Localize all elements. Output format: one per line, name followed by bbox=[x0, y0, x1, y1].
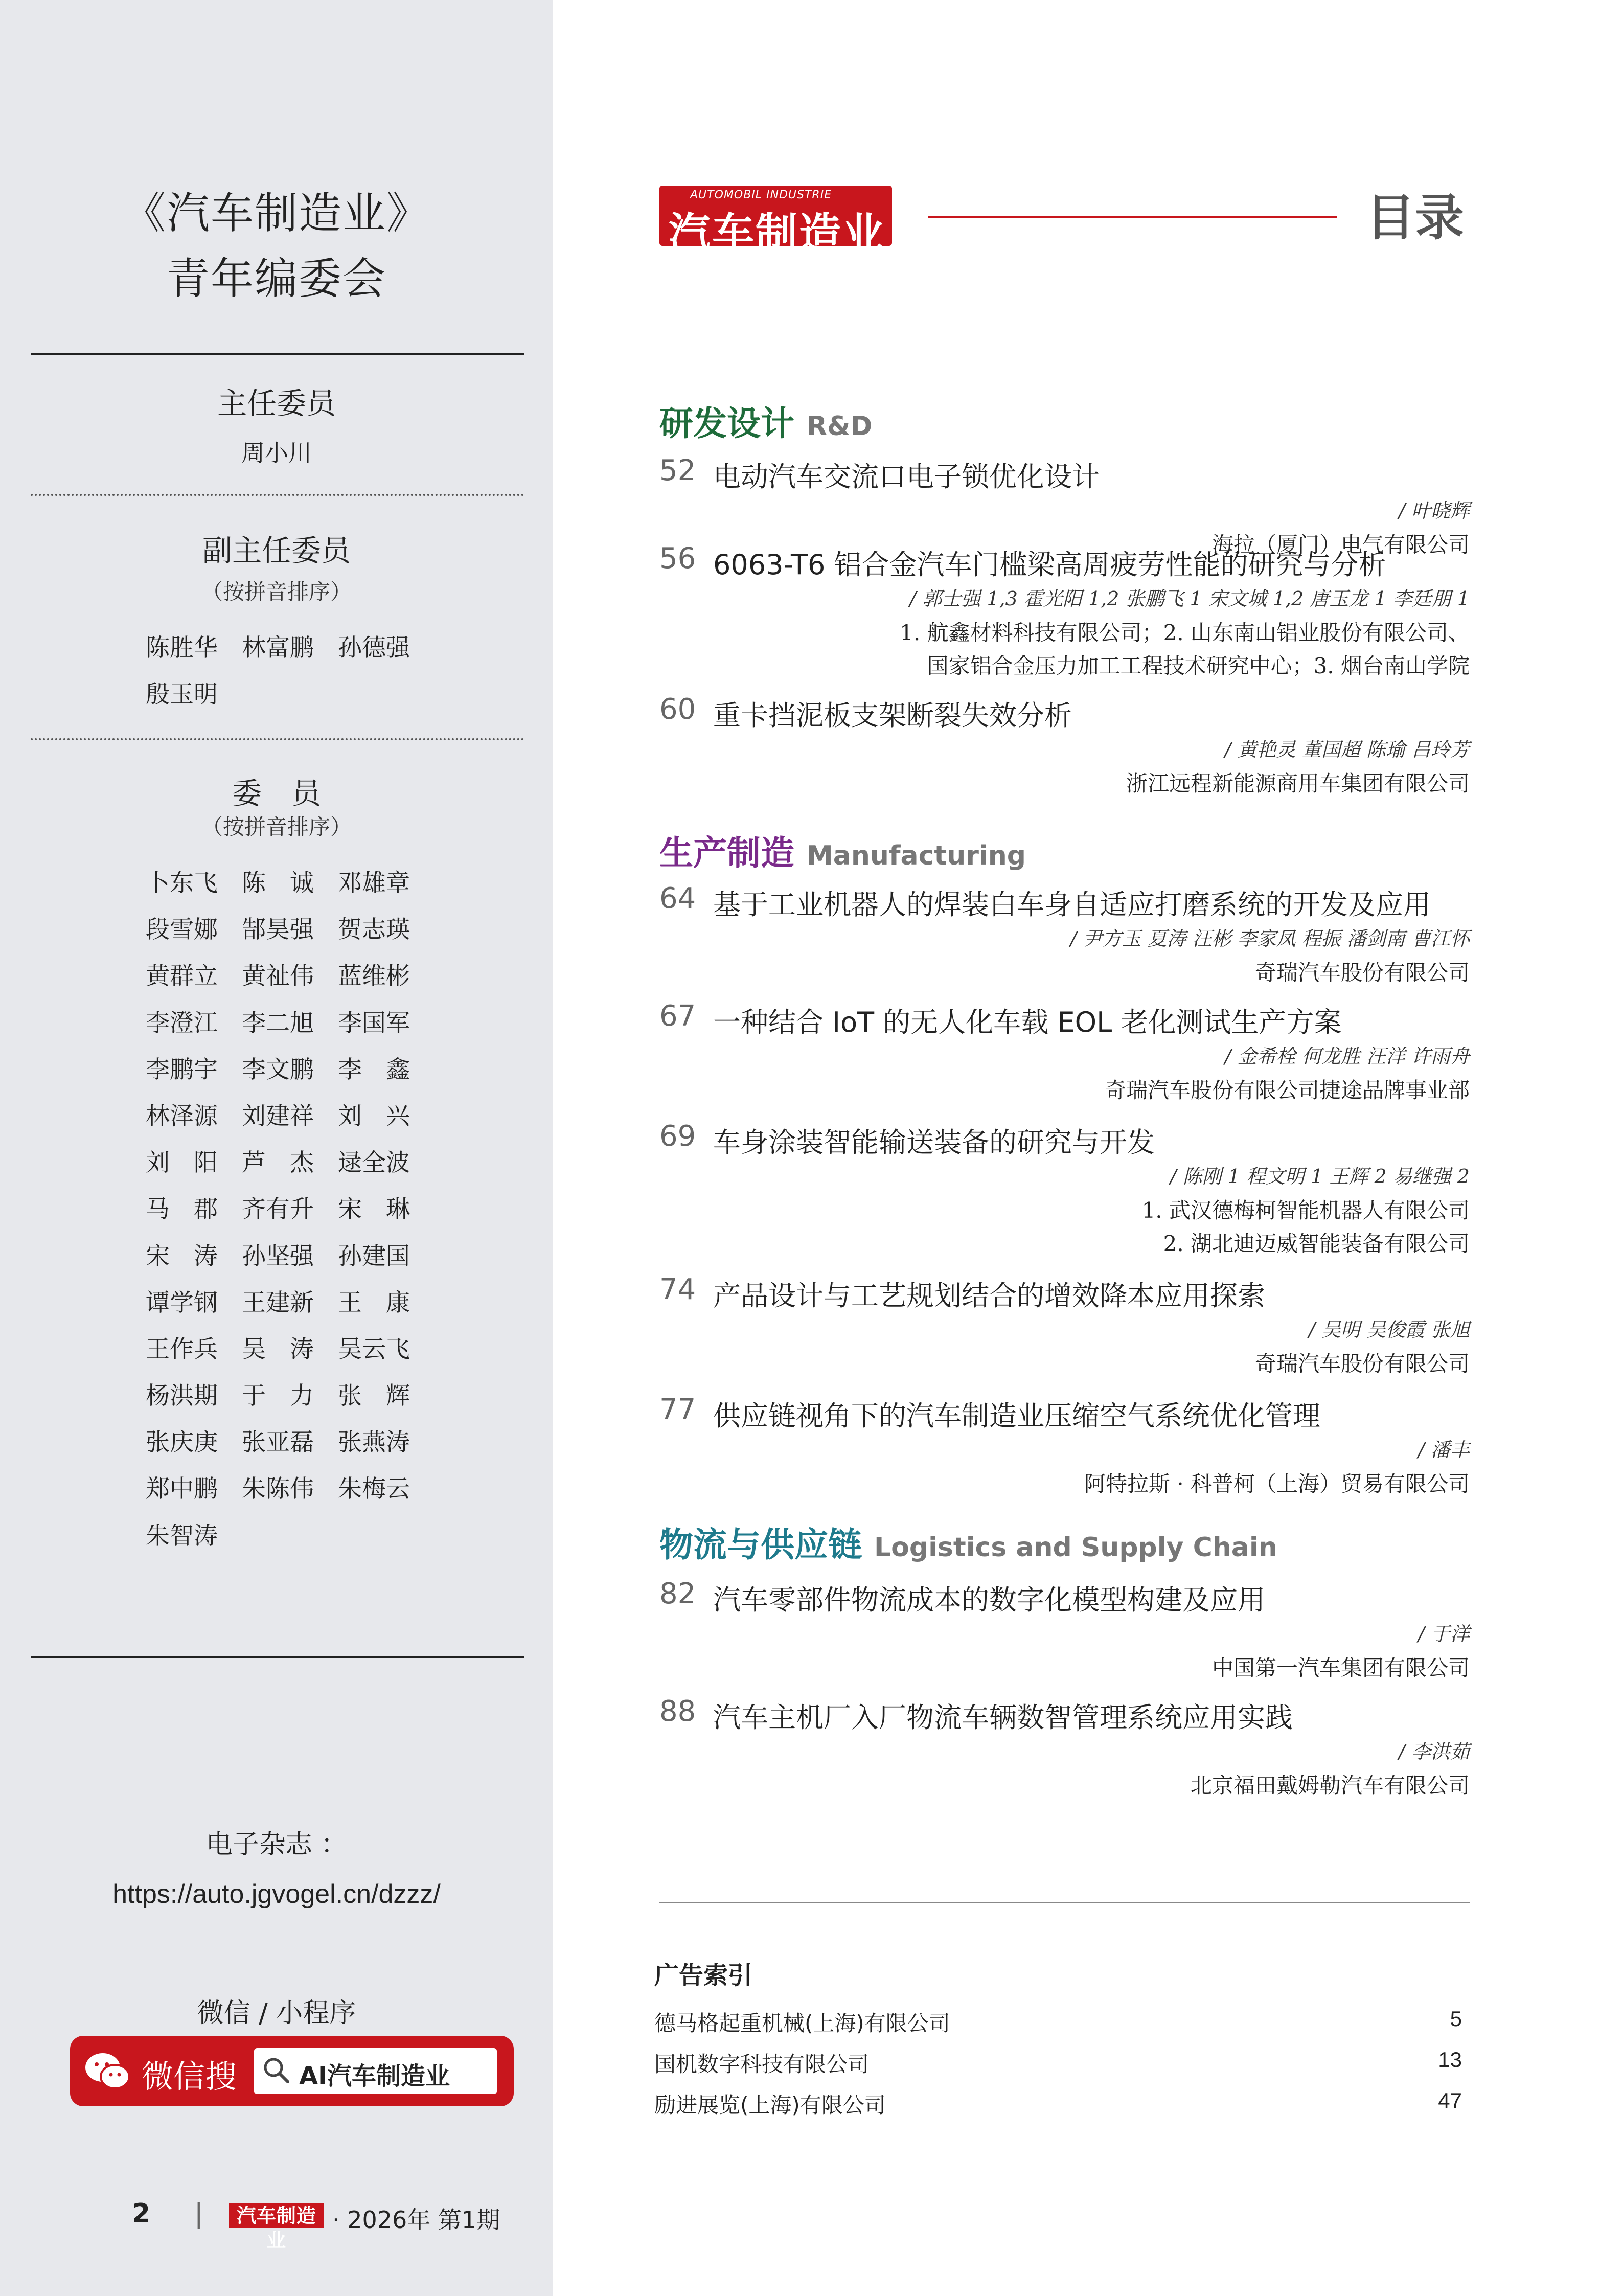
member-name: 卜东飞 bbox=[146, 869, 218, 897]
member-name: 李澄江 bbox=[146, 1009, 218, 1037]
page-number: 2 bbox=[132, 2198, 151, 2229]
article-organization: 奇瑞汽车股份有限公司 bbox=[1254, 1351, 1470, 1376]
member-name: 朱梅云 bbox=[338, 1475, 410, 1504]
ad-page-number: 5 bbox=[1450, 2007, 1462, 2031]
member-name: 谭学钢 bbox=[146, 1288, 218, 1317]
article-authors: / 李洪茹 bbox=[1399, 1740, 1470, 1763]
vice-member: 孙德强 bbox=[338, 634, 410, 662]
member-name: 孙坚强 bbox=[242, 1242, 314, 1270]
member-name: 朱智涛 bbox=[146, 1521, 218, 1550]
member-name: 陈 诚 bbox=[242, 869, 314, 897]
member-name: 黄群立 bbox=[146, 962, 218, 991]
member-name: 于 力 bbox=[242, 1382, 314, 1411]
article-organization: 奇瑞汽车股份有限公司捷途品牌事业部 bbox=[1104, 1078, 1470, 1103]
member-heading: 委 员 bbox=[232, 776, 321, 811]
member-name: 朱陈伟 bbox=[242, 1475, 314, 1504]
member-name: 张燕涛 bbox=[338, 1428, 410, 1457]
article-page: 69 bbox=[659, 1120, 696, 1153]
section-subtitle: Logistics and Supply Chain bbox=[874, 1532, 1277, 1563]
ad-page-number: 47 bbox=[1438, 2088, 1462, 2112]
chair-name: 周小川 bbox=[241, 439, 312, 467]
member-name: 刘 阳 bbox=[146, 1149, 218, 1177]
article-organization: 北京福田戴姆勒汽车有限公司 bbox=[1190, 1773, 1470, 1798]
member-name: 李鹏宇 bbox=[146, 1055, 218, 1084]
ad-advertiser: 国机数字科技有限公司 bbox=[654, 2052, 870, 2077]
article-title[interactable]: 供应链视角下的汽车制造业压缩空气系统优化管理 bbox=[713, 1400, 1320, 1432]
ad-divider bbox=[659, 1902, 1470, 1903]
member-name: 马 郡 bbox=[146, 1195, 218, 1224]
member-name: 蓝维彬 bbox=[338, 962, 410, 991]
member-name: 王建新 bbox=[242, 1288, 314, 1317]
chair-heading: 主任委员 bbox=[217, 386, 336, 421]
footer-issue: · 2026年 第1期 bbox=[332, 2206, 500, 2234]
article-title[interactable]: 重卡挡泥板支架断裂失效分析 bbox=[713, 699, 1072, 732]
member-name: 郑中鹏 bbox=[146, 1475, 218, 1504]
article-page: 88 bbox=[659, 1695, 696, 1728]
wechat-search-query: AI汽车制造业 bbox=[299, 2062, 450, 2090]
member-name: 李文鹏 bbox=[242, 1055, 314, 1084]
member-name: 杨洪期 bbox=[146, 1382, 218, 1411]
member-note: （按拼音排序） bbox=[201, 814, 352, 839]
article-title[interactable]: 汽车主机厂入厂物流车辆数智管理系统应用实践 bbox=[713, 1701, 1293, 1734]
member-name: 林泽源 bbox=[146, 1102, 218, 1130]
wechat-search-banner[interactable] bbox=[70, 2036, 514, 2106]
dotted-divider bbox=[31, 494, 524, 496]
section-title: 物流与供应链 bbox=[659, 1525, 862, 1564]
member-name: 黄祉伟 bbox=[242, 962, 314, 991]
search-icon bbox=[261, 2055, 292, 2086]
article-authors: / 金希栓 何龙胜 汪洋 许雨舟 bbox=[1224, 1045, 1470, 1067]
member-name: 张亚磊 bbox=[242, 1428, 314, 1457]
member-name: 贺志瑛 bbox=[338, 916, 410, 944]
article-page: 77 bbox=[659, 1393, 696, 1426]
article-title[interactable]: 电动汽车交流口电子锁优化设计 bbox=[713, 461, 1100, 493]
ad-advertiser: 德马格起重机械(上海)有限公司 bbox=[654, 2011, 950, 2036]
article-authors: / 陈刚 1 程文明 1 王辉 2 易继强 2 bbox=[1170, 1165, 1470, 1188]
member-name: 刘 兴 bbox=[338, 1102, 410, 1130]
member-name: 王 康 bbox=[338, 1288, 410, 1317]
member-name: 芦 杰 bbox=[242, 1149, 314, 1177]
article-authors: / 潘丰 bbox=[1418, 1439, 1470, 1461]
logo-title: 汽车制造业 bbox=[669, 209, 886, 258]
member-name: 李二旭 bbox=[242, 1009, 314, 1037]
article-page: 64 bbox=[659, 882, 696, 915]
article-authors: / 黄艳灵 董国超 陈瑜 吕玲芳 bbox=[1224, 738, 1470, 761]
footer-logo: 汽车制造业 bbox=[229, 2203, 324, 2228]
article-title[interactable]: 车身涂装智能输送装备的研究与开发 bbox=[713, 1126, 1155, 1158]
section-subtitle: R&D bbox=[807, 411, 873, 442]
article-authors: / 郭士强 1,3 霍光阳 1,2 张鹏飞 1 宋文城 1,2 唐玉龙 1 李廷朋 1 bbox=[909, 587, 1470, 610]
member-name: 刘建祥 bbox=[242, 1102, 314, 1130]
board-title-line2: 青年编委会 bbox=[166, 254, 386, 304]
article-title[interactable]: 汽车零部件物流成本的数字化模型构建及应用 bbox=[713, 1584, 1265, 1616]
vice-chair-list bbox=[146, 629, 432, 722]
wechat-search-label: 微信搜 bbox=[142, 2058, 237, 2095]
article-organization: 1. 武汉德梅柯智能机器人有限公司 bbox=[1141, 1198, 1470, 1223]
divider bbox=[31, 353, 524, 355]
board-title-line1: 《汽车制造业》 bbox=[122, 188, 430, 238]
section-rd bbox=[659, 396, 873, 445]
logo-subtitle: AUTOMOBIL INDUSTRIE bbox=[690, 189, 832, 201]
member-name: 邓雄章 bbox=[338, 869, 410, 897]
article-title[interactable]: 产品设计与工艺规划结合的增效降本应用探索 bbox=[713, 1280, 1265, 1312]
article-organization: 1. 航鑫材料科技有限公司；2. 山东南山铝业股份有限公司、 bbox=[900, 620, 1470, 645]
ad-advertiser: 励进展览(上海)有限公司 bbox=[654, 2093, 886, 2118]
divider bbox=[31, 1656, 524, 1658]
section-manufacturing bbox=[659, 826, 1026, 874]
wechat-icon bbox=[84, 2051, 130, 2091]
article-authors: / 尹方玉 夏涛 汪彬 李家凤 程振 潘剑南 曹江怀 bbox=[1070, 927, 1470, 950]
vice-chair-heading: 副主任委员 bbox=[202, 533, 351, 568]
member-name: 孙建国 bbox=[338, 1242, 410, 1270]
section-subtitle: Manufacturing bbox=[807, 840, 1026, 871]
vice-member: 林富鹏 bbox=[242, 634, 314, 662]
vice-member: 殷玉明 bbox=[146, 680, 218, 709]
member-name: 段雪娜 bbox=[146, 916, 218, 944]
member-name: 吴 涛 bbox=[242, 1335, 314, 1363]
article-organization: 阿特拉斯 · 科普柯（上海）贸易有限公司 bbox=[1084, 1471, 1470, 1496]
vice-chair-note: （按拼音排序） bbox=[201, 579, 352, 604]
article-page: 82 bbox=[659, 1577, 696, 1610]
vice-member: 陈胜华 bbox=[146, 634, 218, 662]
section-title: 研发设计 bbox=[659, 404, 794, 443]
article-page: 52 bbox=[659, 454, 696, 487]
article-authors: / 叶晓辉 bbox=[1399, 499, 1470, 522]
ad-index-title: 广告索引 bbox=[654, 1961, 753, 1990]
article-organization: 海拉（厦门）电气有限公司 bbox=[1211, 532, 1470, 557]
toc-title: 目录 bbox=[1366, 189, 1464, 246]
member-name: 王作兵 bbox=[146, 1335, 218, 1363]
member-name: 张 辉 bbox=[338, 1382, 410, 1411]
article-organization: 中国第一汽车集团有限公司 bbox=[1211, 1655, 1470, 1680]
magazine-logo bbox=[659, 186, 892, 258]
ezine-url[interactable]: https://auto.jgvogel.cn/dzzz/ bbox=[112, 1879, 441, 1909]
article-organization: 浙江远程新能源商用车集团有限公司 bbox=[1126, 771, 1470, 796]
footer-separator: | bbox=[194, 2198, 203, 2229]
section-logistics bbox=[659, 1517, 1277, 1566]
article-page: 60 bbox=[659, 693, 696, 726]
member-name: 宋 涛 bbox=[146, 1242, 218, 1270]
ezine-label: 电子杂志 ： bbox=[205, 1829, 348, 1860]
member-name: 李国军 bbox=[338, 1009, 410, 1037]
member-name: 张庆庚 bbox=[146, 1428, 218, 1457]
member-name: 李 鑫 bbox=[338, 1055, 410, 1084]
article-page: 74 bbox=[659, 1273, 696, 1306]
article-organization: 国家铝合金压力加工工程技术研究中心；3. 烟台南山学院 bbox=[927, 653, 1470, 678]
article-page: 56 bbox=[659, 542, 696, 575]
member-name: 吴云飞 bbox=[338, 1335, 410, 1363]
member-name: 宋 琳 bbox=[338, 1195, 410, 1224]
member-name: 郜昊强 bbox=[242, 916, 314, 944]
header-rule bbox=[928, 216, 1337, 218]
ad-page-number: 13 bbox=[1438, 2048, 1462, 2072]
article-authors: / 于洋 bbox=[1418, 1623, 1470, 1645]
member-list bbox=[146, 864, 432, 1563]
member-name: 逯全波 bbox=[338, 1149, 410, 1177]
section-title: 生产制造 bbox=[659, 833, 794, 873]
article-title[interactable]: 基于工业机器人的焊装白车身自适应打磨系统的开发及应用 bbox=[713, 889, 1431, 921]
article-page: 67 bbox=[659, 999, 696, 1033]
member-name: 齐有升 bbox=[242, 1195, 314, 1224]
article-title[interactable]: 6063-T6 铝合金汽车门槛梁高周疲劳性能的研究与分析 bbox=[713, 549, 1386, 581]
article-authors: / 吴明 吴俊霞 张旭 bbox=[1308, 1319, 1470, 1341]
article-organization: 2. 湖北迪迈威智能装备有限公司 bbox=[1163, 1231, 1470, 1256]
dotted-divider bbox=[31, 738, 524, 740]
wechat-search-box[interactable] bbox=[254, 2048, 497, 2094]
editorial-board-sidebar bbox=[0, 0, 553, 2296]
article-title[interactable]: 一种结合 IoT 的无人化车载 EOL 老化测试生产方案 bbox=[713, 1006, 1342, 1038]
article-organization: 奇瑞汽车股份有限公司 bbox=[1254, 960, 1470, 985]
wechat-label: 微信 / 小程序 bbox=[197, 1998, 356, 2029]
